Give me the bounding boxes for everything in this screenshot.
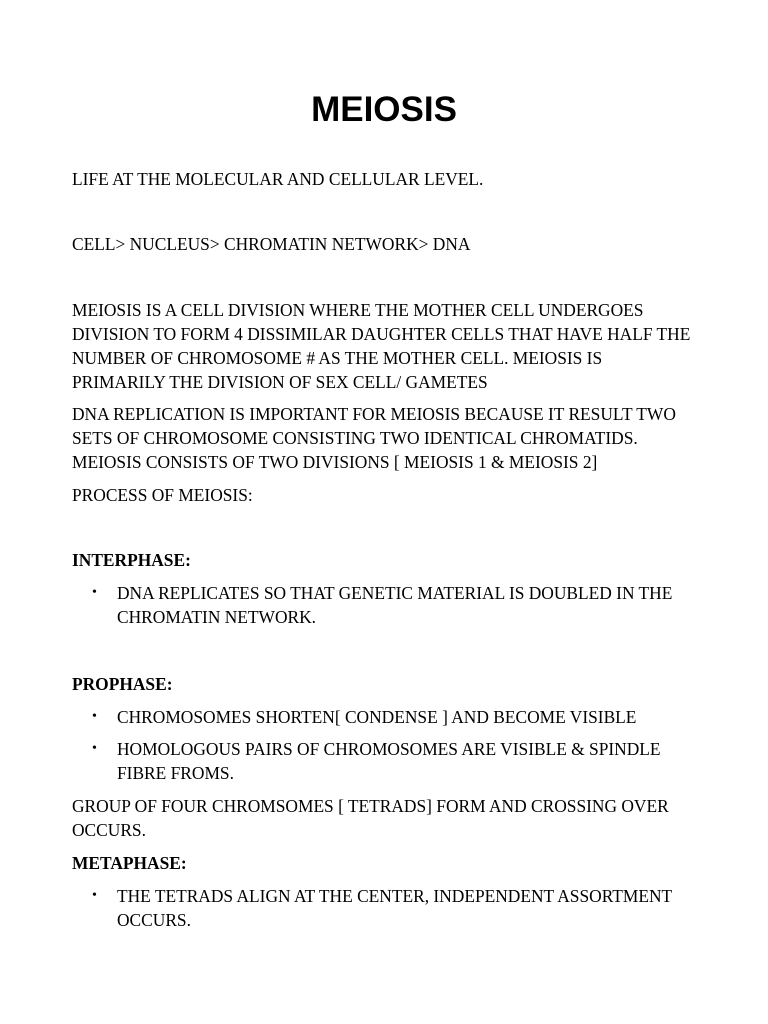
paragraph-line: OCCURS. (72, 820, 146, 840)
paragraph-line: LIFE AT THE MOLECULAR AND CELLULAR LEVEL. (72, 169, 484, 189)
interphase-heading: INTERPHASE: (72, 550, 191, 570)
bullet-icon: • (92, 585, 97, 600)
paragraph-line: CELL> NUCLEUS> CHROMATIN NETWORK> DNA (72, 234, 471, 254)
list-item-line: FIBRE FROMS. (117, 763, 234, 783)
list-item-line: OCCURS. (117, 910, 191, 930)
bullet-icon: • (92, 709, 97, 724)
list-item-text (117, 581, 672, 629)
replication-paragraph (72, 402, 712, 474)
metaphase-heading: METAPHASE: (72, 853, 187, 873)
paragraph-line: DNA REPLICATION IS IMPORTANT FOR MEIOSIS BECAUSE IT RESULT TWO (72, 404, 676, 424)
bullet-icon: • (92, 741, 97, 756)
paragraph-line: PROCESS OF MEIOSIS: (72, 485, 253, 505)
list-item-line: CHROMATIN NETWORK. (117, 607, 317, 627)
list-item-text (117, 884, 672, 932)
list-item-line: HOMOLOGOUS PAIRS OF CHROMOSOMES ARE VISIBLE & SPINDLE (117, 739, 661, 759)
paragraph-line: DIVISION TO FORM 4 DISSIMILAR DAUGHTER CELLS THAT HAVE HALF THE (72, 324, 691, 344)
page-title: MEIOSIS (311, 90, 457, 129)
list-item-line: DNA REPLICATES SO THAT GENETIC MATERIAL IS DOUBLED IN THE (117, 583, 673, 603)
list-item-line: THE TETRADS ALIGN AT THE CENTER, INDEPENDENT ASSORTMENT (117, 886, 673, 906)
bullet-icon: • (92, 888, 97, 903)
paragraph-line: PRIMARILY THE DIVISION OF SEX CELL/ GAMETES (72, 372, 488, 392)
definition-paragraph (72, 298, 712, 394)
paragraph-line: MEIOSIS IS A CELL DIVISION WHERE THE MOTHER CELL UNDERGOES (72, 300, 644, 320)
tetrads-paragraph (72, 794, 712, 842)
list-item-line: CHROMOSOMES SHORTEN[ CONDENSE ] AND BECOME VISIBLE (117, 707, 637, 727)
paragraph-line: NUMBER OF CHROMOSOME # AS THE MOTHER CELL. MEIOSIS IS (72, 348, 603, 368)
paragraph-line: GROUP OF FOUR CHROMSOMES [ TETRADS] FORM AND CROSSING OVER (72, 796, 669, 816)
hierarchy-paragraph (72, 232, 712, 256)
process-paragraph (72, 483, 712, 507)
paragraph-line: SETS OF CHROMOSOME CONSISTING TWO IDENTICAL CHROMATIDS. (72, 428, 638, 448)
prophase-heading: PROPHASE: (72, 674, 173, 694)
list-item-text (117, 737, 661, 785)
list-item-text (117, 705, 636, 729)
paragraph-line: MEIOSIS CONSISTS OF TWO DIVISIONS [ MEIOSIS 1 & MEIOSIS 2] (72, 452, 598, 472)
intro-paragraph (72, 167, 712, 191)
